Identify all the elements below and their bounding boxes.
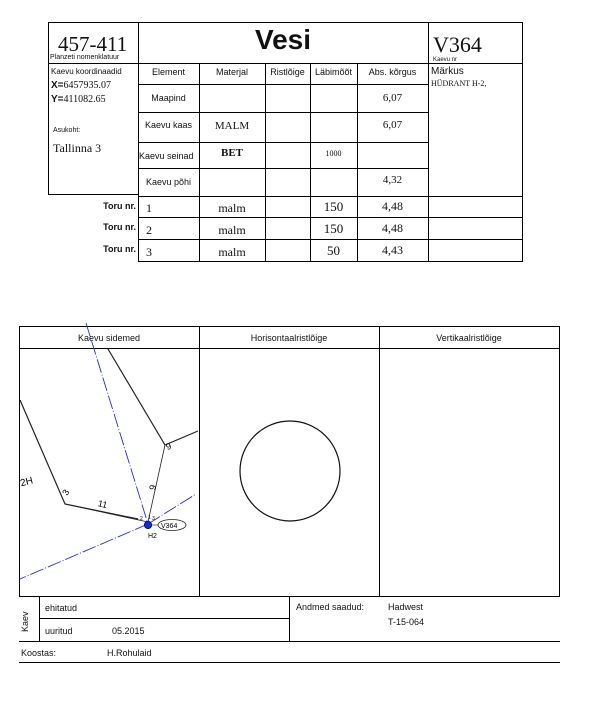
col-header-section: Ristlõige xyxy=(270,67,305,77)
pipe-diameter: 150 xyxy=(323,221,344,236)
pipe-material: malm xyxy=(218,223,246,237)
map-label-dist-9-mid: 9 xyxy=(147,483,159,491)
map-label-pipe-3: 3 xyxy=(152,516,155,522)
author-name: H.Rohulaid xyxy=(107,648,152,658)
pipe-height: 4,48 xyxy=(382,199,403,213)
element-height: 4,32 xyxy=(382,174,403,186)
pipe-height: 4,48 xyxy=(382,221,403,235)
coord-x xyxy=(51,80,111,91)
surveyed-label: uuritud xyxy=(45,626,73,636)
well-id: V364 xyxy=(433,32,482,57)
coord-y-value: 411082.65 xyxy=(63,94,106,105)
remarks-value: HÜDRANT H-2, xyxy=(431,79,487,88)
map-label-building-2h: 2H xyxy=(19,475,35,490)
data-from-label: Andmed saadud: xyxy=(296,602,365,612)
col-title-horizontal: Horisontaalristlõige xyxy=(250,333,328,343)
pipe-material: malm xyxy=(218,201,246,215)
well-circle xyxy=(240,421,340,521)
map-label-pipe-2: 2 xyxy=(140,516,143,522)
element-material: MALM xyxy=(214,120,250,132)
map-label-pipe-1: 1 xyxy=(148,515,151,521)
building-outline xyxy=(20,400,138,519)
pipe-number: 1 xyxy=(146,201,152,215)
element-material: BET xyxy=(220,147,243,159)
col-header-diameter: Läbimõõt xyxy=(314,67,353,77)
side-label: Kaev xyxy=(20,611,30,632)
element-height: 6,07 xyxy=(382,119,403,131)
pipe-number: 2 xyxy=(146,223,152,237)
data-from-company: Hadwest xyxy=(388,602,424,612)
col-title-connections: Kaevu sidemed xyxy=(77,333,141,343)
element-height: 6,07 xyxy=(382,92,403,104)
element-name: Kaevu kaas xyxy=(144,120,193,130)
map-label-well-tag: V364 xyxy=(161,523,178,530)
pipe-label: Toru nr. xyxy=(103,244,136,254)
coord-y xyxy=(51,94,106,105)
map-label-dist-11: 11 xyxy=(96,498,109,511)
map-label-hydrant: H2 xyxy=(148,533,157,540)
col-header-material: Materjal xyxy=(215,67,248,77)
element-diameter: 1000 xyxy=(325,149,342,158)
pipe-height: 4,43 xyxy=(382,243,403,257)
pipe-label: Toru nr. xyxy=(103,222,136,232)
element-name: Kaevu seinad xyxy=(139,151,194,161)
map-label-dist-9-top: 9 xyxy=(164,440,173,453)
author-label: Koostas: xyxy=(21,648,57,658)
remarks-label: Märkus xyxy=(431,66,464,77)
hydrant-icon xyxy=(144,521,151,528)
connections-map xyxy=(20,349,199,596)
checked-label: ehitatud xyxy=(45,603,78,613)
coord-x-value: 6457935.07 xyxy=(63,80,112,91)
pipe-number: 3 xyxy=(146,245,152,259)
element-name: Maapind xyxy=(151,93,186,103)
location-label: Asukoht: xyxy=(53,127,81,134)
pipe-diameter: 150 xyxy=(323,199,344,214)
element-name: Kaevu põhi xyxy=(145,177,192,187)
pipe-diameter: 50 xyxy=(327,243,340,258)
surveyed-date: 05.2015 xyxy=(112,626,145,636)
pipe-label: Toru nr. xyxy=(103,201,136,211)
col-header-element: Element xyxy=(151,67,186,77)
well-id-label: Kaevu nr xyxy=(433,57,458,63)
coord-y-label: Y= xyxy=(51,94,64,105)
sheet-number: 457-411 xyxy=(58,32,128,56)
page-title: Vesi xyxy=(254,24,312,55)
coords-label: Kaevu koordinaadid xyxy=(51,67,122,76)
pipe-material: malm xyxy=(218,245,246,259)
pipe-line xyxy=(20,524,148,579)
horizontal-section-drawing xyxy=(200,349,379,596)
map-label-dist-3: 3 xyxy=(60,487,72,498)
data-from-ref: T-15-064 xyxy=(388,617,425,627)
building-outline xyxy=(108,349,198,445)
col-title-vertical: Vertikaalristlõige xyxy=(436,333,502,343)
col-header-height: Abs. kõrgus xyxy=(368,67,417,77)
coord-x-label: X= xyxy=(51,80,64,91)
pipe-line xyxy=(86,323,148,524)
location-value: Tallinna 3 xyxy=(53,141,102,155)
sheet-label: Planzeti nomenklatuur xyxy=(50,54,120,61)
